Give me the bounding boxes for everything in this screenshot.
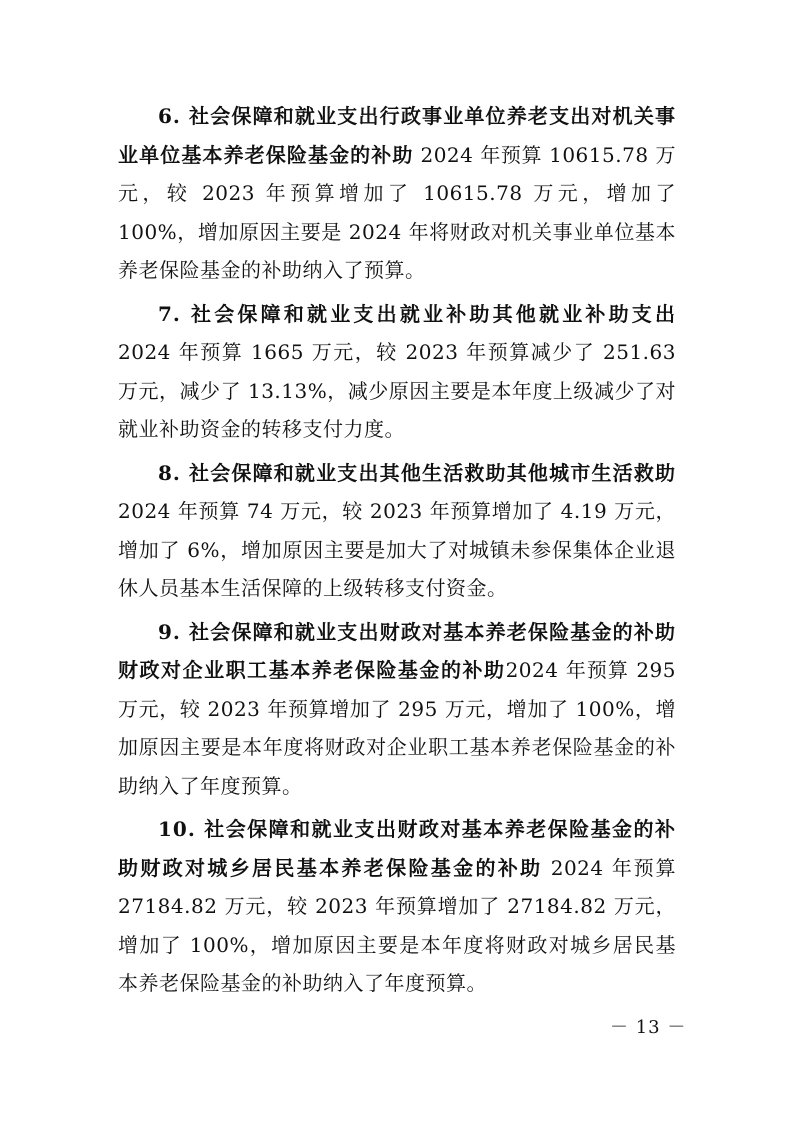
paragraph-item-8 [118,454,676,608]
page-number: － 13 － [610,1017,687,1038]
paragraph-item-6 [118,97,676,290]
paragraph-text: 2024 年预算 74 万元，较 2023 年预算增加了 4.19 万元，增加了 6%，增加原因主要是加大了对城镇未参保集体企业退休人员基本生活保障的上级转移支付资金。 [118,499,676,600]
paragraph-item-10 [118,810,676,1003]
paragraph-heading: 7. 社会保障和就业支出就业补助其他就业补助支出 [158,301,676,326]
paragraph-heading: 8. 社会保障和就业支出其他生活救助其他城市生活救助 [158,460,676,485]
paragraph-text: 2024 年预算 10615.78 万元，较 2023 年预算增加了 10615.78 万元，增加了 100%，增加原因主要是 2024 年将财政对机关事业单位基本养老保险基金的补助纳入了预算。 [118,142,677,282]
paragraph-item-7 [118,295,676,449]
document-body [118,97,676,1008]
paragraph-item-9 [118,613,676,806]
paragraph-text: 2024 年预算 1665 万元，较 2023 年预算减少了 251.63 万元，减少了 13.13%，减少原因主要是本年度上级减少了对就业补助资金的转移支付力度。 [118,340,676,441]
paragraph-text: 2024 年预算 295 万元，较 2023 年预算增加了 295 万元，增加了 100%，增加原因主要是本年度将财政对企业职工基本养老保险基金的补助纳入了年度预算。 [118,658,677,798]
paragraph-text: 2024 年预算 27184.82 万元，较 2023 年预算增加了 27184.82 万元，增加了 100%，增加原因主要是本年度将财政对城乡居民基本养老保险基金的补助纳入了年度预算。 [118,855,676,995]
paragraph-heading: 6. 社会保障和就业支出行政事业单位养老支出对机关事业单位基本养老保险基金的补助 [118,104,676,167]
paragraph-heading: 9. 社会保障和就业支出财政对基本养老保险基金的补助财政对企业职工基本养老保险基金的补助 [118,619,676,682]
paragraph-heading: 10. 社会保障和就业支出财政对基本养老保险基金的补助财政对城乡居民基本养老保险基金的补助 [118,817,676,880]
